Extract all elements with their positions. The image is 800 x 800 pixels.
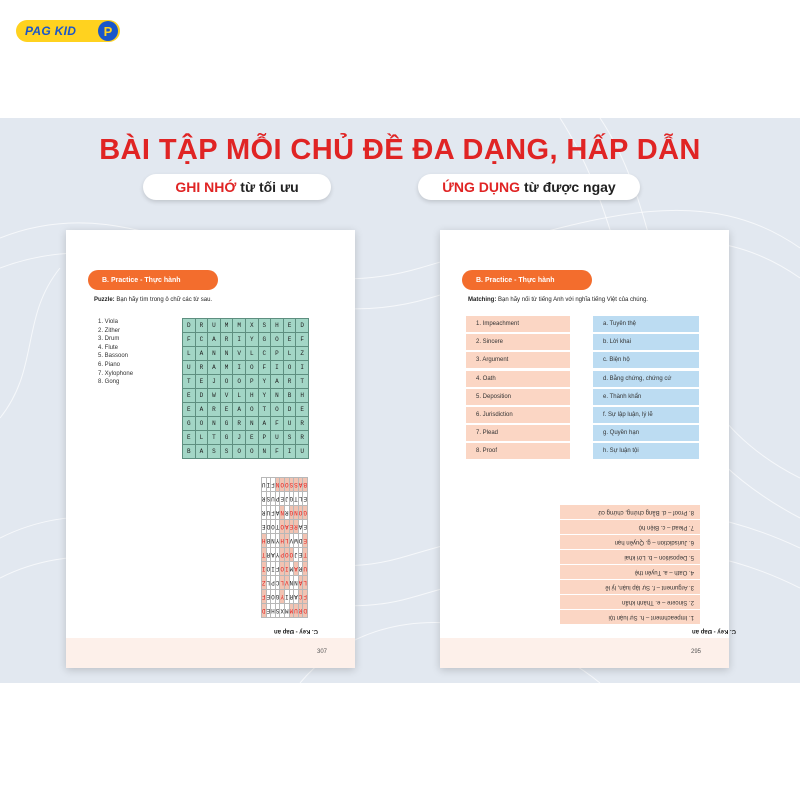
grid-cell: A	[284, 520, 289, 534]
grid-cell: U	[271, 431, 284, 445]
answer-row: 2. Sincere – e. Thành khẩn	[560, 594, 700, 609]
grid-cell: T	[275, 520, 280, 534]
grid-row	[261, 548, 307, 562]
match-english-item: 3. Argument	[466, 352, 570, 368]
grid-cell: M	[284, 604, 289, 618]
grid-cell: R	[294, 520, 299, 534]
grid-cell: T	[258, 403, 271, 417]
match-english-item: 6. Jurisdiction	[466, 407, 570, 423]
grid-cell: Y	[258, 389, 271, 403]
book-page-puzzle	[66, 230, 355, 668]
grid-row	[261, 562, 307, 576]
book-page-matching	[440, 230, 737, 668]
grid-cell: I	[266, 478, 271, 492]
answer-row: 7. Plead – c. Biện hộ	[560, 519, 700, 534]
word-list-item: 1. Viola	[98, 319, 118, 325]
grid-cell: D	[261, 604, 266, 618]
grid-cell: M	[289, 562, 294, 576]
grid-cell: S	[258, 319, 271, 333]
word-list-item: 5. Bassoon	[98, 353, 129, 360]
grid-row	[183, 361, 309, 375]
page-footer	[66, 638, 355, 668]
grid-cell: U	[271, 492, 276, 506]
grid-cell: J	[284, 492, 289, 506]
grid-cell: S	[294, 478, 299, 492]
match-vietnamese-item: e. Thành khẩn	[593, 389, 699, 405]
page-number: 307	[316, 649, 327, 655]
section-tab: B. Practice - Thực hành	[88, 270, 218, 290]
match-english-item: 8. Proof	[466, 443, 570, 459]
instruction-label: Matching:	[468, 297, 497, 303]
grid-row	[183, 403, 309, 417]
grid-row	[261, 604, 307, 618]
grid-cell: I	[233, 333, 246, 347]
grid-cell: G	[289, 492, 294, 506]
grid-cell: I	[271, 361, 284, 375]
grid-row	[261, 506, 307, 520]
grid-cell: X	[245, 319, 258, 333]
match-english-item: 5. Deposition	[466, 389, 570, 405]
grid-cell: P	[280, 548, 285, 562]
grid-cell: E	[298, 548, 303, 562]
grid-cell: N	[289, 576, 294, 590]
grid-cell: F	[271, 445, 284, 459]
grid-cell: L	[303, 576, 308, 590]
grid-cell: H	[280, 534, 285, 548]
grid-cell: A	[271, 548, 276, 562]
grid-cell: A	[258, 417, 271, 431]
section-tab: B. Practice - Thực hành	[462, 270, 592, 290]
grid-cell: U	[303, 562, 308, 576]
grid-cell: T	[303, 548, 308, 562]
grid-cell: I	[284, 562, 289, 576]
grid-cell: R	[296, 417, 309, 431]
grid-cell: F	[261, 590, 266, 604]
grid-cell: D	[303, 604, 308, 618]
grid-cell: N	[280, 506, 285, 520]
grid-cell: E	[280, 492, 285, 506]
grid-cell: S	[283, 431, 296, 445]
grid-row	[261, 520, 307, 534]
answer-row: 1. Impeachment – h. Sự luận tội	[560, 609, 700, 624]
grid-cell: E	[195, 375, 208, 389]
grid-row	[183, 389, 309, 403]
grid-cell: E	[289, 520, 294, 534]
grid-cell: J	[208, 375, 221, 389]
grid-cell: O	[233, 375, 246, 389]
grid-cell: H	[271, 604, 276, 618]
grid-cell: S	[220, 445, 233, 459]
pill-highlight: GHI NHỚ	[175, 179, 237, 195]
word-list-item: 6. Piano	[98, 361, 121, 368]
grid-cell: Z	[261, 576, 266, 590]
grid-cell: J	[294, 548, 299, 562]
grid-cell: O	[289, 548, 294, 562]
pill-text: từ được ngay	[524, 179, 616, 195]
word-list-item: 4. Flute	[98, 344, 119, 351]
grid-cell: O	[298, 506, 303, 520]
grid-cell: S	[275, 604, 280, 618]
answer-row: 8. Proof – d. Bằng chứng, chứng cứ	[560, 504, 700, 519]
brand-badge	[16, 20, 120, 42]
grid-cell: U	[283, 417, 296, 431]
page-number: 295	[690, 649, 701, 655]
grid-cell: Y	[275, 548, 280, 562]
grid-cell: O	[280, 562, 285, 576]
grid-cell: O	[245, 361, 258, 375]
grid-cell: U	[294, 604, 299, 618]
word-list-item: 2. Zither	[98, 327, 121, 334]
grid-cell: P	[258, 431, 271, 445]
word-list-item: 3. Drum	[98, 336, 120, 343]
match-vietnamese-item: c. Biện hộ	[593, 352, 699, 368]
grid-cell: G	[258, 333, 271, 347]
grid-cell: B	[183, 445, 196, 459]
grid-cell: L	[183, 347, 196, 361]
grid-cell: F	[183, 333, 196, 347]
grid-cell: A	[275, 506, 280, 520]
grid-cell: A	[298, 520, 303, 534]
grid-cell: F	[258, 361, 271, 375]
grid-cell: R	[261, 506, 266, 520]
grid-cell: O	[245, 403, 258, 417]
grid-cell: H	[245, 389, 258, 403]
grid-cell: I	[283, 445, 296, 459]
grid-cell: L	[266, 576, 271, 590]
match-vietnamese-item: g. Quyền hạn	[593, 425, 699, 441]
grid-cell: T	[294, 492, 299, 506]
grid-cell: I	[271, 562, 276, 576]
grid-cell: A	[294, 562, 299, 576]
grid-cell: E	[283, 319, 296, 333]
grid-row	[261, 478, 307, 492]
grid-cell: I	[296, 361, 309, 375]
grid-cell: D	[195, 389, 208, 403]
word-list	[98, 318, 133, 387]
instruction-text: Bạn hãy nối từ tiếng Anh với nghĩa tiếng Việt của chúng.	[498, 297, 648, 303]
grid-cell: N	[271, 389, 284, 403]
grid-cell: I	[233, 361, 246, 375]
grid-cell: O	[271, 403, 284, 417]
grid-cell: W	[294, 534, 299, 548]
grid-cell: N	[294, 506, 299, 520]
grid-cell: R	[284, 506, 289, 520]
grid-cell: A	[195, 403, 208, 417]
grid-cell: E	[220, 403, 233, 417]
grid-cell: G	[275, 590, 280, 604]
brand-name: PAG KID	[25, 24, 77, 38]
grid-cell: R	[298, 604, 303, 618]
feature-pill-apply	[418, 174, 640, 200]
grid-cell: E	[183, 403, 196, 417]
grid-cell: A	[298, 478, 303, 492]
grid-cell: O	[195, 417, 208, 431]
grid-cell: R	[195, 319, 208, 333]
grid-cell: R	[298, 562, 303, 576]
grid-cell: D	[296, 319, 309, 333]
grid-cell: T	[183, 375, 196, 389]
grid-cell: C	[275, 576, 280, 590]
grid-cell: F	[303, 590, 308, 604]
pill-text: từ tối ưu	[240, 179, 299, 195]
match-vietnamese-item: a. Tuyên thệ	[593, 316, 699, 332]
grid-cell: T	[261, 548, 266, 562]
grid-cell: L	[245, 347, 258, 361]
grid-cell: E	[266, 604, 271, 618]
grid-cell: L	[298, 492, 303, 506]
grid-row	[183, 333, 309, 347]
pill-highlight: ỨNG DỤNG	[442, 179, 521, 195]
grid-cell: N	[245, 417, 258, 431]
grid-cell: M	[220, 319, 233, 333]
grid-cell: A	[233, 403, 246, 417]
match-english-item: 4. Oath	[466, 371, 570, 387]
grid-cell: Y	[280, 590, 285, 604]
grid-cell: O	[271, 333, 284, 347]
grid-cell: E	[183, 431, 196, 445]
grid-cell: E	[261, 520, 266, 534]
grid-cell: A	[271, 375, 284, 389]
grid-cell: J	[233, 431, 246, 445]
grid-cell: I	[261, 562, 266, 576]
grid-cell: S	[208, 445, 221, 459]
match-vietnamese-item: b. Lời khai	[593, 334, 699, 350]
grid-cell: B	[283, 389, 296, 403]
grid-cell: M	[220, 361, 233, 375]
grid-cell: V	[233, 347, 246, 361]
answer-row: 3. Argument – f. Sự lập luận, lý lẽ	[560, 579, 700, 594]
word-list-item: 8. Gong	[98, 379, 120, 386]
grid-cell: N	[208, 347, 221, 361]
grid-cell: O	[266, 562, 271, 576]
grid-cell: O	[283, 361, 296, 375]
grid-cell: R	[220, 333, 233, 347]
grid-cell: E	[245, 431, 258, 445]
grid-cell: E	[283, 333, 296, 347]
grid-cell: X	[280, 604, 285, 618]
grid-cell: F	[271, 417, 284, 431]
grid-cell: B	[266, 534, 271, 548]
grid-cell: D	[266, 520, 271, 534]
grid-cell: L	[195, 431, 208, 445]
grid-cell: O	[280, 520, 285, 534]
grid-cell: V	[220, 389, 233, 403]
grid-cell: A	[195, 445, 208, 459]
grid-cell: R	[233, 417, 246, 431]
grid-row	[183, 375, 309, 389]
grid-cell: E	[303, 520, 308, 534]
grid-cell: F	[296, 333, 309, 347]
grid-row	[261, 534, 307, 548]
grid-cell: O	[284, 478, 289, 492]
answer-row: 5. Deposition – b. Lời khai	[560, 549, 700, 564]
grid-row	[261, 590, 307, 604]
grid-cell: R	[261, 492, 266, 506]
grid-cell: O	[233, 445, 246, 459]
match-vietnamese-item: h. Sự luận tội	[593, 443, 699, 459]
instruction	[94, 297, 212, 303]
grid-cell: O	[245, 445, 258, 459]
grid-cell: P	[245, 375, 258, 389]
grid-cell: H	[296, 389, 309, 403]
grid-row	[261, 492, 307, 506]
grid-cell: L	[233, 389, 246, 403]
grid-cell: L	[280, 576, 285, 590]
grid-cell: A	[294, 590, 299, 604]
grid-cell: C	[258, 347, 271, 361]
brand-logo-icon: P	[98, 21, 118, 41]
grid-cell: V	[289, 534, 294, 548]
answer-row: 6. Jurisdiction – g. Quyền hạn	[560, 534, 700, 549]
grid-cell: A	[208, 361, 221, 375]
instruction	[468, 297, 648, 303]
grid-cell: Y	[275, 534, 280, 548]
grid-cell: T	[296, 375, 309, 389]
grid-cell: M	[233, 319, 246, 333]
grid-cell: R	[283, 375, 296, 389]
grid-cell: F	[271, 478, 276, 492]
match-vietnamese-item: f. Sự lập luận, lý lẽ	[593, 407, 699, 423]
grid-cell: R	[289, 590, 294, 604]
grid-cell: A	[298, 576, 303, 590]
grid-cell: N	[275, 478, 280, 492]
answer-list	[560, 504, 700, 624]
grid-cell: O	[280, 478, 285, 492]
grid-cell: R	[266, 548, 271, 562]
grid-cell: P	[271, 576, 276, 590]
grid-cell: D	[283, 403, 296, 417]
grid-cell: O	[271, 520, 276, 534]
answer-grid	[261, 477, 308, 618]
grid-cell: H	[271, 319, 284, 333]
grid-cell: G	[289, 506, 294, 520]
grid-cell: G	[220, 431, 233, 445]
answer-key-title: C. Key - Đáp án	[692, 628, 737, 634]
grid-row	[261, 576, 307, 590]
answer-row: 4. Oath – a. Tuyên thệ	[560, 564, 700, 579]
grid-cell: T	[208, 431, 221, 445]
grid-cell: Z	[296, 347, 309, 361]
match-english-item: 7. Plead	[466, 425, 570, 441]
grid-row	[183, 319, 309, 333]
grid-cell: A	[208, 333, 221, 347]
grid-cell: U	[183, 361, 196, 375]
match-vietnamese-item: d. Bằng chứng, chứng cứ	[593, 371, 699, 387]
grid-cell: N	[208, 417, 221, 431]
headline: BÀI TẬP MỖI CHỦ ĐỀ ĐA DẠNG, HẤP DẪN	[99, 134, 701, 166]
word-search-grid	[182, 318, 309, 459]
instruction-label: Puzzle:	[94, 297, 115, 303]
grid-cell: G	[183, 417, 196, 431]
feature-pill-memorize	[143, 174, 331, 200]
grid-cell: C	[298, 590, 303, 604]
grid-cell: U	[208, 319, 221, 333]
grid-cell: M	[289, 604, 294, 618]
grid-cell: N	[271, 534, 276, 548]
grid-row	[183, 445, 309, 459]
grid-cell: E	[183, 389, 196, 403]
grid-cell: N	[258, 445, 271, 459]
grid-row	[183, 347, 309, 361]
grid-cell: W	[208, 389, 221, 403]
instruction-text: Bạn hãy tìm trong ô chữ các từ sau.	[116, 297, 213, 303]
word-list-item: 7. Xylophone	[98, 370, 134, 377]
grid-cell: A	[195, 347, 208, 361]
grid-cell: E	[303, 534, 308, 548]
grid-cell: O	[284, 548, 289, 562]
grid-cell: S	[289, 478, 294, 492]
grid-cell: P	[275, 492, 280, 506]
grid-cell: E	[296, 403, 309, 417]
grid-cell: G	[220, 417, 233, 431]
grid-cell: U	[296, 445, 309, 459]
grid-cell: O	[271, 590, 276, 604]
grid-cell: H	[261, 534, 266, 548]
grid-cell: F	[275, 562, 280, 576]
grid-cell: C	[195, 333, 208, 347]
grid-cell: L	[284, 534, 289, 548]
grid-cell: B	[303, 478, 308, 492]
grid-cell: U	[261, 478, 266, 492]
grid-cell: R	[208, 403, 221, 417]
match-english-item: 2. Sincere	[466, 334, 570, 350]
grid-cell: E	[266, 590, 271, 604]
grid-row	[183, 417, 309, 431]
grid-cell: V	[284, 576, 289, 590]
grid-cell: S	[266, 492, 271, 506]
grid-cell: Y	[258, 375, 271, 389]
grid-cell: E	[303, 492, 308, 506]
grid-cell: I	[284, 590, 289, 604]
grid-cell: R	[296, 431, 309, 445]
grid-cell: D	[183, 319, 196, 333]
answer-key-title: C. Key - Đáp án	[274, 628, 319, 634]
grid-cell: R	[195, 361, 208, 375]
grid-cell: G	[303, 506, 308, 520]
page-footer	[440, 638, 729, 668]
grid-cell: N	[294, 576, 299, 590]
grid-row	[183, 431, 309, 445]
grid-cell: O	[220, 375, 233, 389]
grid-cell: D	[298, 534, 303, 548]
match-english-item: 1. Impeachment	[466, 316, 570, 332]
grid-cell: Y	[245, 333, 258, 347]
grid-cell: F	[271, 506, 276, 520]
grid-cell: P	[271, 347, 284, 361]
grid-cell: L	[283, 347, 296, 361]
grid-cell: N	[220, 347, 233, 361]
grid-cell: U	[266, 506, 271, 520]
